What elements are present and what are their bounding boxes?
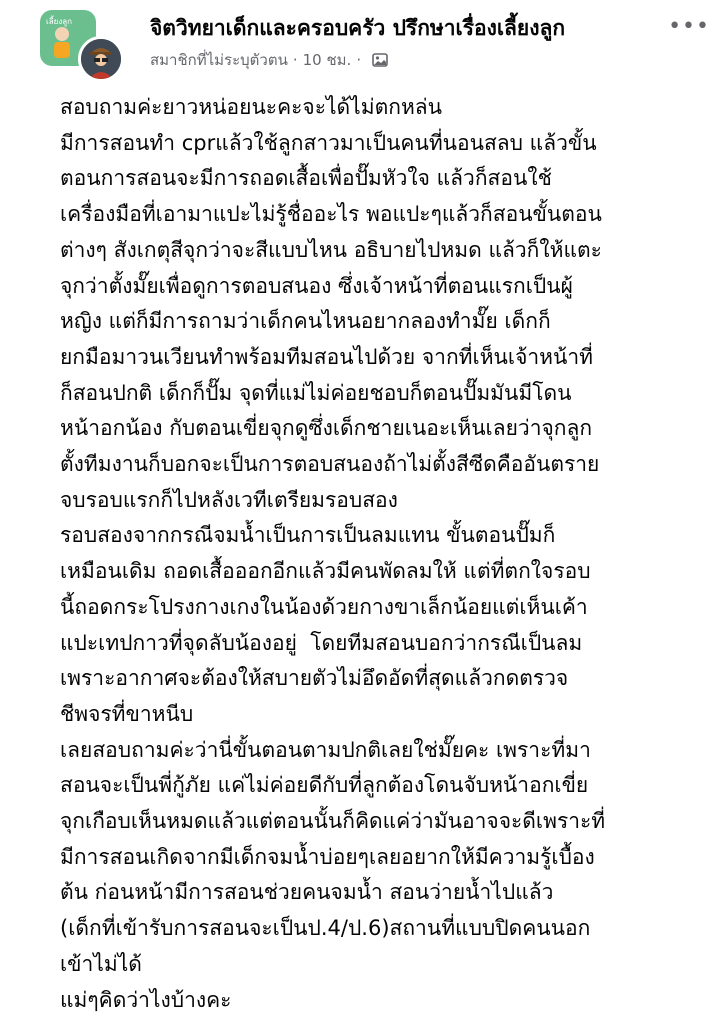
group-name[interactable]: จิตวิทยาเด็กและครอบครัว ปรึกษาเรื่องเลี้ยงลูก (150, 16, 566, 40)
separator-dot: · (292, 51, 298, 69)
group-privacy-icon (372, 53, 388, 67)
anonymous-user-avatar[interactable] (78, 36, 124, 82)
post-text-line: เครื่องมือที่เอามาแปะไม่รู้ชื่ออะไร พอแปะๆแล้วก็สอนขั้นตอน (60, 202, 602, 227)
post-text-line: เข้าไม่ได้ (60, 951, 142, 976)
post-text-line: มีการสอนทำ cprแล้วใช้ลูกสาวมาเป็นคนที่นอนสลบ แล้วขั้น (60, 130, 597, 155)
post-text-line: จุกว่าตั้งมั๊ยเพื่อดูการตอบสนอง ซึ่งเจ้าหน้าที่ตอนแรกเป็นผู้ (60, 273, 573, 298)
post-text-line: (เด็กที่เข้ารับการสอนจะเป็นป.4/ป.6)สถานที่แบบปิดคนนอก (60, 916, 591, 941)
post-meta (150, 48, 388, 72)
group-avatar-label: เลี้ยงลูก (46, 17, 72, 26)
post-header (0, 0, 728, 82)
post-text-line: ตอนการสอนจะมีการถอดเสื้อเพื่อปั๊มหัวใจ แล้วก็สอนใช้ (60, 166, 552, 191)
post-text-line: ชีพจรที่ขาหนีบ (60, 701, 194, 726)
post-text-line: ก็สอนปกติ เด็กก็ปั๊ม จุดที่แม่ไม่ค่อยชอบก็ตอนปั๊มมันมีโดน (60, 380, 572, 405)
post-text-line: สอบถามค่ะยาวหน่อยนะคะจะได้ไม่ตกหล่น (60, 95, 443, 119)
post-text-line: นี้ถอดกระโปรงกางเกงในน้องด้วยกางขาเล็กน้อยแต่เห็นเค้า (60, 594, 588, 619)
post-text-line: มีการสอนเกิดจากมีเด็กจมน้ำบ่อยๆเลยอยากให้มีความรู้เบื้อง (60, 844, 595, 869)
post-text-line: จบรอบแรกก็ไปหลังเวทีเตรียมรอบสอง (60, 487, 398, 512)
post-text-line: เหมือนเดิม ถอดเสื้อออกอีกแล้วมีคนพัดลมให้ แต่ที่ตกใจรอบ (60, 559, 591, 584)
group-avatar-image (48, 24, 76, 58)
post-text-line: ต่างๆ สังเกตุสีจุกว่าจะสีแบบไหน อธิบายไปหมด แล้วก็ให้แตะ (60, 237, 602, 262)
post-text-line: เลยสอบถามค่ะว่านี่ขั้นตอนตามปกติเลยใช่มั๊ยคะ เพราะที่มา (60, 737, 591, 762)
post-text-line: สอนจะเป็นพี่กู้ภัย แค่ไม่ค่อยดีกับที่ลูกต้องโดนจับหน้าอกเขี่ย (60, 773, 589, 798)
post-text-line: ยกมือมาวนเวียนทำพร้อมทีมสอนไปด้วย จากที่เห็นเจ้าหน้าที่ (60, 344, 594, 369)
more-options-icon[interactable]: ••• (668, 14, 710, 39)
post-text-line: ตั้งทีมงานก็บอกจะเป็นการตอบสนองถ้าไม่ตั้งสีซีดคืออันตราย (60, 452, 600, 477)
post-text-line: ต้น ก่อนหน้ามีการสอนช่วยคนจมน้ำ สอนว่ายน้ำไปแล้ว (60, 880, 554, 905)
post-text-line: หน้าอกน้อง กับตอนเขี่ยจุกดูซึ่งเด็กชายเนอะเห็นเลยว่าจุกลูก (60, 416, 593, 441)
post-text-line: แปะเทปกาวที่จุดลับน้องอยู่ โดยทีมสอนบอกว่ากรณีเป็นลม (60, 630, 583, 655)
author-name[interactable]: สมาชิกที่ไม่ระบุตัวตน (150, 51, 288, 69)
post-text-line: เพราะอากาศจะต้องให้สบายตัวไม่อึดอัดที่สุดแล้วกดตรวจ (60, 666, 569, 691)
anonymous-user-icon (81, 39, 121, 79)
post-time[interactable]: 10 ชม. (302, 51, 352, 69)
post-text-line: จุกเกือบเห็นหมดแล้วแต่ตอนนั้นก็คิดแค่ว่ามันอาจจะดีเพราะที่ (60, 809, 606, 834)
post-text-line: แม่ๆคิดว่าไงบ้างคะ (60, 987, 232, 1012)
post-text-line: รอบสองจากกรณีจมน้ำเป็นการเป็นลมแทน ขั้นตอนปั๊มก็ (60, 523, 556, 548)
post-body (60, 90, 710, 1018)
post-text-line: หญิง แต่ก็มีการถามว่าเด็กคนไหนอยากลองทำมั๊ย เด็กก็ (60, 309, 551, 334)
separator-dot: · (356, 51, 362, 69)
